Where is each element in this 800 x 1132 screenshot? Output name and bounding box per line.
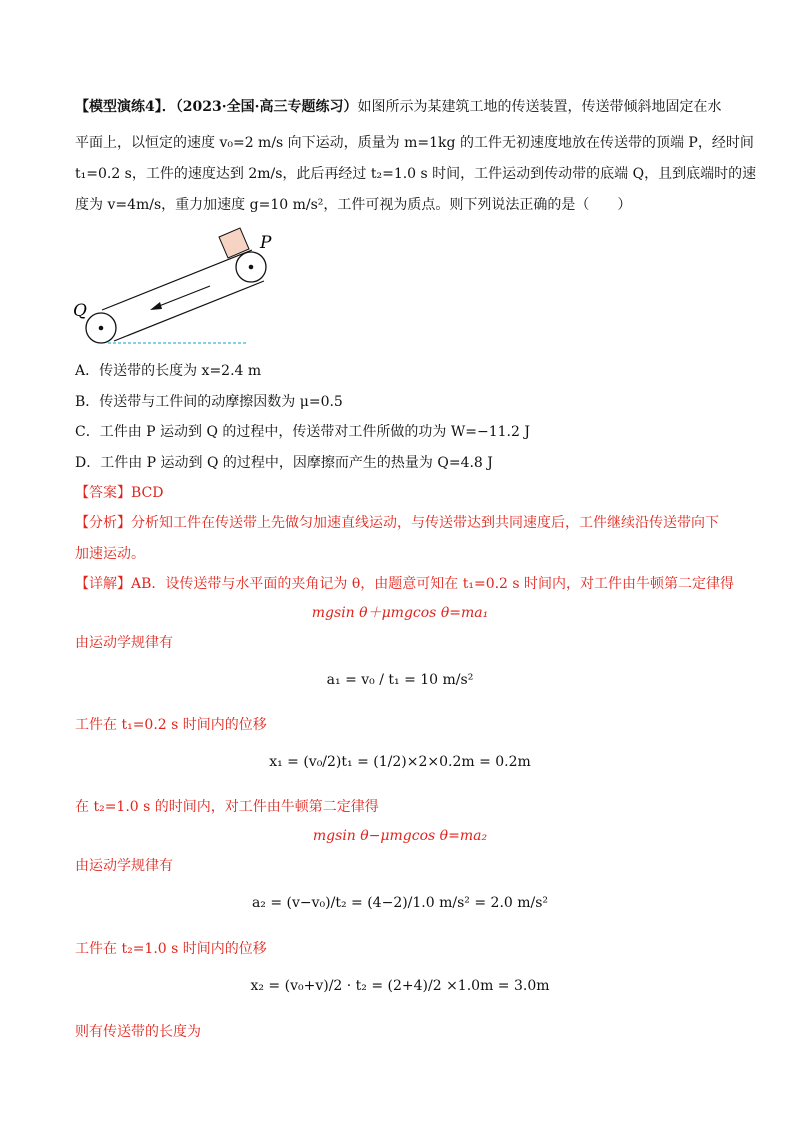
displacement-text-1: 工件在 t₁=0.2 s 时间内的位移 bbox=[75, 717, 267, 733]
equation-a1: a₁ = v₀ / t₁ = 10 m/s² bbox=[326, 672, 474, 688]
question-tag: 【模型演练4】 bbox=[75, 99, 162, 115]
option-c: C．工件由 P 运动到 Q 的过程中，传送带对工件所做的功为 W=−11.2 J bbox=[75, 424, 530, 440]
arrow-head bbox=[150, 302, 162, 310]
answer-line bbox=[75, 483, 163, 503]
equation-newton-2: mgsin θ−μmgcos θ=ma₂ bbox=[312, 828, 488, 844]
answer-tag: 【答案】 bbox=[75, 485, 131, 501]
kinematics-text-1: 由运动学规律有 bbox=[75, 635, 173, 651]
belt-direction-arrow bbox=[154, 286, 210, 308]
detail-intro: AB．设传送带与水平面的夹角记为 θ，由题意可知在 t₁=0.2 s 时间内，对工件由牛顿第二定律得 bbox=[131, 576, 735, 592]
question-line-1 bbox=[75, 97, 721, 117]
question-line-3: t₁=0.2 s，工件的速度达到 2m/s，此后再经过 t₂=1.0 s 时间，工件运动到传动带的底端 Q，且到底端时的速 bbox=[75, 166, 757, 182]
question-text-1: 如图所示为某建筑工地的传送装置，传送带倾斜地固定在水 bbox=[357, 99, 722, 115]
roller-p-axle bbox=[249, 265, 254, 270]
equation-a2: a₂ = (v−v₀)/t₂ = (4−2)/1.0 m/s² = 2.0 m/s² bbox=[251, 895, 549, 911]
detail-line-1 bbox=[75, 574, 734, 594]
option-b: B．传送带与工件间的动摩擦因数为 μ=0.5 bbox=[75, 394, 343, 410]
conveyor-figure bbox=[70, 222, 290, 348]
analysis-line-2: 加速运动。 bbox=[75, 546, 145, 562]
option-d: D．工件由 P 运动到 Q 的过程中，因摩擦而产生的热量为 Q=4.8 J bbox=[75, 455, 493, 471]
displacement-text-2: 工件在 t₂=1.0 s 时间内的位移 bbox=[75, 941, 267, 957]
label-q: Q bbox=[73, 301, 87, 321]
label-p: P bbox=[260, 233, 272, 253]
detail-tag: 【详解】 bbox=[75, 576, 131, 592]
analysis-text-1: 分析知工件在传送带上先做匀加速直线运动，与传送带达到共同速度后，工件继续沿传送带向下 bbox=[131, 515, 719, 531]
question-line-2: 平面上，以恒定的速度 v₀=2 m/s 向下运动，质量为 m=1kg 的工件无初速度地放在传送带的顶端 P，经时间 bbox=[75, 135, 754, 151]
question-source: ．（2023·全国·高三专题练习） bbox=[161, 99, 358, 115]
t2-text: 在 t₂=1.0 s 的时间内，对工件由牛顿第二定律得 bbox=[75, 799, 379, 815]
belt-top-edge bbox=[102, 250, 252, 310]
equation-x2: x₂ = (v₀+v)/2 · t₂ = (2+4)/2 ×1.0m = 3.0m bbox=[250, 978, 550, 994]
belt-length-text: 则有传送带的长度为 bbox=[75, 1024, 201, 1040]
equation-x1: x₁ = (v₀/2)t₁ = (1/2)×2×0.2m = 0.2m bbox=[269, 754, 531, 770]
analysis-line-1 bbox=[75, 513, 719, 533]
option-a: A．传送带的长度为 x=2.4 m bbox=[75, 363, 262, 379]
equation-newton-1: mgsin θ＋μmgcos θ=ma₁ bbox=[311, 605, 489, 621]
kinematics-text-2: 由运动学规律有 bbox=[75, 858, 173, 874]
roller-q-axle bbox=[99, 326, 104, 331]
answer-value: BCD bbox=[131, 485, 164, 501]
analysis-tag: 【分析】 bbox=[75, 515, 131, 531]
belt-bottom-edge bbox=[114, 281, 264, 341]
question-line-4: 度为 v=4m/s，重力加速度 g=10 m/s²，工件可视为质点。则下列说法正确的是（ ） bbox=[75, 197, 632, 213]
